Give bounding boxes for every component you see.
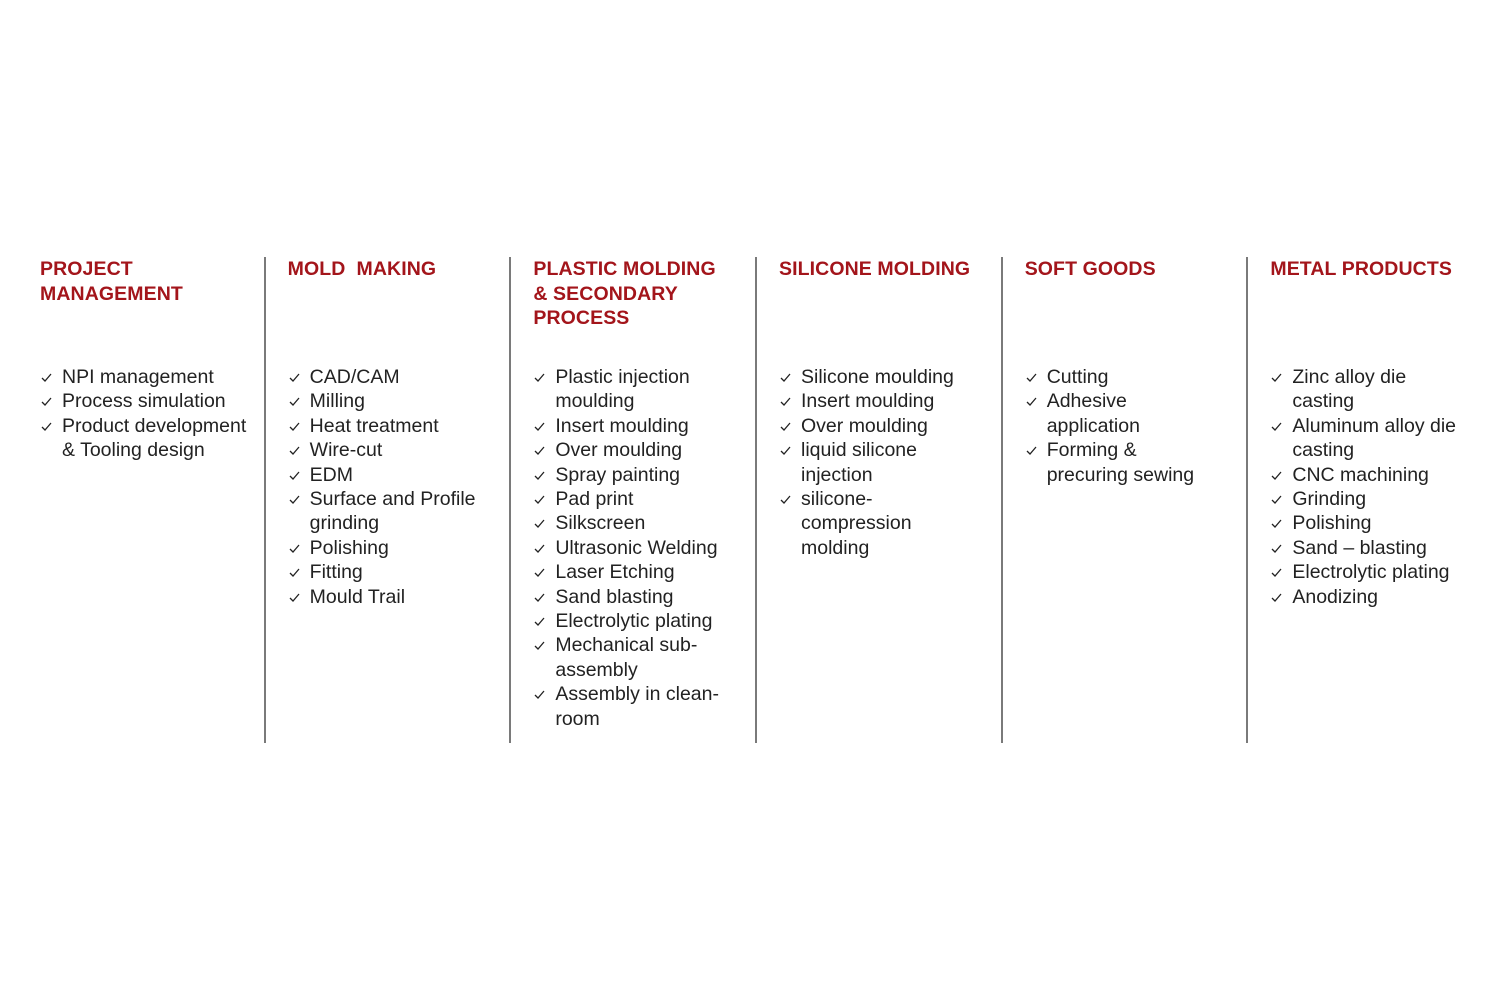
list-item bbox=[533, 438, 749, 462]
checkmark-icon bbox=[1270, 469, 1283, 482]
list-item-label: Insert moulding bbox=[555, 414, 689, 437]
checkmark-icon bbox=[1025, 444, 1038, 457]
checkmark-icon bbox=[40, 420, 53, 433]
list-item bbox=[1270, 511, 1486, 535]
item-list bbox=[1270, 365, 1486, 609]
list-item-label: Product development & Tooling design bbox=[62, 414, 247, 462]
list-item bbox=[533, 463, 749, 487]
checkmark-icon bbox=[1270, 542, 1283, 555]
list-item-label: Insert moulding bbox=[801, 390, 935, 413]
checkmark-icon bbox=[533, 566, 546, 579]
list-item bbox=[288, 365, 504, 389]
item-list bbox=[779, 365, 995, 560]
list-item-label: Surface and Profile grinding bbox=[309, 488, 476, 535]
list-item bbox=[533, 536, 749, 560]
column-title: SILICONE MOLDING bbox=[779, 258, 971, 280]
list-item-label: Silkscreen bbox=[555, 512, 646, 535]
checkmark-icon bbox=[288, 469, 301, 482]
item-list bbox=[288, 365, 504, 609]
list-item bbox=[779, 414, 995, 438]
list-item-label: Heat treatment bbox=[309, 414, 439, 437]
list-item-label: Cutting bbox=[1046, 366, 1109, 388]
checkmark-icon bbox=[1270, 371, 1283, 384]
list-item bbox=[288, 438, 504, 462]
column-silicone-molding bbox=[755, 257, 1001, 743]
column-title: PLASTIC MOLDING & SECONDARY PROCESS bbox=[533, 258, 716, 329]
list-item-label: EDM bbox=[309, 463, 354, 486]
list-item bbox=[1270, 487, 1486, 511]
list-item-label: Pad print bbox=[555, 488, 634, 511]
list-item-label: Grinding bbox=[1292, 488, 1367, 511]
checkmark-icon bbox=[1270, 566, 1283, 579]
column-title: SOFT GOODS bbox=[1024, 258, 1156, 280]
list-item-label: Wire-cut bbox=[309, 439, 383, 462]
list-item-label: silicone-compression molding bbox=[801, 488, 912, 559]
list-item bbox=[1025, 365, 1241, 389]
list-item-label: Laser Etching bbox=[555, 561, 675, 584]
list-item bbox=[533, 511, 749, 535]
list-item bbox=[1270, 463, 1486, 487]
checkmark-icon bbox=[779, 444, 792, 457]
list-item-label: Sand blasting bbox=[555, 585, 674, 608]
checkmark-icon bbox=[533, 517, 546, 530]
checkmark-icon bbox=[533, 371, 546, 384]
checkmark-icon bbox=[533, 591, 546, 604]
checkmark-icon bbox=[1270, 420, 1283, 433]
list-item-label: Zinc alloy die casting bbox=[1292, 366, 1407, 413]
list-item bbox=[288, 487, 504, 536]
list-item bbox=[40, 365, 258, 389]
list-item-label: liquid silicone injection bbox=[801, 439, 917, 486]
column-soft-goods bbox=[1001, 257, 1247, 743]
checkmark-icon bbox=[1270, 493, 1283, 506]
checkmark-icon bbox=[288, 542, 301, 555]
checkmark-icon bbox=[533, 615, 546, 628]
list-item bbox=[1270, 585, 1486, 609]
list-item bbox=[1270, 560, 1486, 584]
list-item bbox=[288, 414, 504, 438]
list-item-label: Mechanical sub-assembly bbox=[555, 634, 698, 681]
checkmark-icon bbox=[40, 371, 53, 384]
checkmark-icon bbox=[288, 566, 301, 579]
list-item-label: CAD/CAM bbox=[309, 366, 400, 388]
column-title: PROJECT MANAGEMENT bbox=[40, 258, 183, 305]
list-item bbox=[779, 365, 995, 389]
list-item bbox=[533, 365, 749, 414]
list-item-label: Forming & precuring sewing bbox=[1046, 439, 1195, 486]
item-list bbox=[1025, 365, 1241, 487]
list-item-label: Spray painting bbox=[555, 463, 681, 486]
checkmark-icon bbox=[779, 395, 792, 408]
checkmark-icon bbox=[1270, 591, 1283, 604]
list-item bbox=[288, 585, 504, 609]
checkmark-icon bbox=[779, 420, 792, 433]
checkmark-icon bbox=[40, 395, 53, 408]
list-item bbox=[288, 560, 504, 584]
list-item bbox=[533, 682, 749, 731]
column-mold-making bbox=[264, 257, 510, 743]
list-item bbox=[779, 438, 995, 487]
column-title: METAL PRODUCTS bbox=[1270, 258, 1452, 280]
column-metal-products bbox=[1246, 257, 1492, 743]
checkmark-icon bbox=[288, 395, 301, 408]
column-title: MOLD MAKING bbox=[287, 258, 437, 280]
list-item-label: Aluminum alloy die casting bbox=[1292, 414, 1457, 462]
list-item bbox=[533, 560, 749, 584]
column-plastic-molding bbox=[509, 257, 755, 743]
checkmark-icon bbox=[533, 444, 546, 457]
list-item-label: Mould Trail bbox=[309, 585, 406, 608]
list-item-label: Plastic injection moulding bbox=[555, 366, 690, 413]
list-item bbox=[533, 414, 749, 438]
checkmark-icon bbox=[288, 591, 301, 604]
list-item-label: Sand – blasting bbox=[1292, 536, 1427, 559]
checkmark-icon bbox=[533, 420, 546, 433]
list-item bbox=[533, 585, 749, 609]
checkmark-icon bbox=[1025, 395, 1038, 408]
list-item bbox=[288, 536, 504, 560]
checkmark-icon bbox=[533, 493, 546, 506]
list-item bbox=[1270, 414, 1486, 463]
list-item-label: Milling bbox=[309, 390, 365, 413]
capabilities-table bbox=[18, 257, 1492, 743]
checkmark-icon bbox=[1270, 517, 1283, 530]
list-item bbox=[533, 487, 749, 511]
list-item bbox=[40, 414, 258, 463]
checkmark-icon bbox=[288, 444, 301, 457]
checkmark-icon bbox=[533, 639, 546, 652]
list-item-label: Adhesive application bbox=[1046, 390, 1140, 437]
item-list bbox=[40, 365, 258, 463]
checkmark-icon bbox=[533, 688, 546, 701]
item-list bbox=[533, 365, 749, 731]
list-item bbox=[288, 463, 504, 487]
list-item-label: Anodizing bbox=[1292, 585, 1379, 608]
list-item bbox=[1025, 438, 1241, 487]
list-item-label: Polishing bbox=[309, 536, 389, 559]
list-item-label: Polishing bbox=[1292, 512, 1372, 535]
list-item-label: Fitting bbox=[309, 561, 363, 584]
checkmark-icon bbox=[533, 542, 546, 555]
list-item bbox=[533, 609, 749, 633]
list-item bbox=[779, 389, 995, 413]
list-item-label: Electrolytic plating bbox=[555, 610, 713, 633]
list-item bbox=[40, 389, 258, 413]
checkmark-icon bbox=[779, 371, 792, 384]
checkmark-icon bbox=[533, 469, 546, 482]
checkmark-icon bbox=[1025, 371, 1038, 384]
checkmark-icon bbox=[288, 420, 301, 433]
list-item-label: Assembly in clean-room bbox=[555, 683, 719, 730]
list-item bbox=[1270, 536, 1486, 560]
list-item bbox=[1270, 365, 1486, 414]
checkmark-icon bbox=[288, 371, 301, 384]
checkmark-icon bbox=[288, 493, 301, 506]
checkmark-icon bbox=[779, 493, 792, 506]
list-item-label: CNC machining bbox=[1292, 463, 1429, 486]
list-item-label: Process simulation bbox=[62, 390, 226, 413]
list-item-label: Ultrasonic Welding bbox=[555, 536, 718, 559]
list-item-label: NPI management bbox=[62, 366, 214, 388]
list-item-label: Over moulding bbox=[555, 439, 683, 462]
list-item-label: Electrolytic plating bbox=[1292, 561, 1450, 584]
list-item bbox=[288, 389, 504, 413]
list-item-label: Silicone moulding bbox=[801, 366, 954, 388]
column-project-management bbox=[18, 257, 264, 743]
list-item bbox=[1025, 389, 1241, 438]
list-item bbox=[533, 633, 749, 682]
list-item bbox=[779, 487, 995, 560]
list-item-label: Over moulding bbox=[801, 414, 928, 437]
